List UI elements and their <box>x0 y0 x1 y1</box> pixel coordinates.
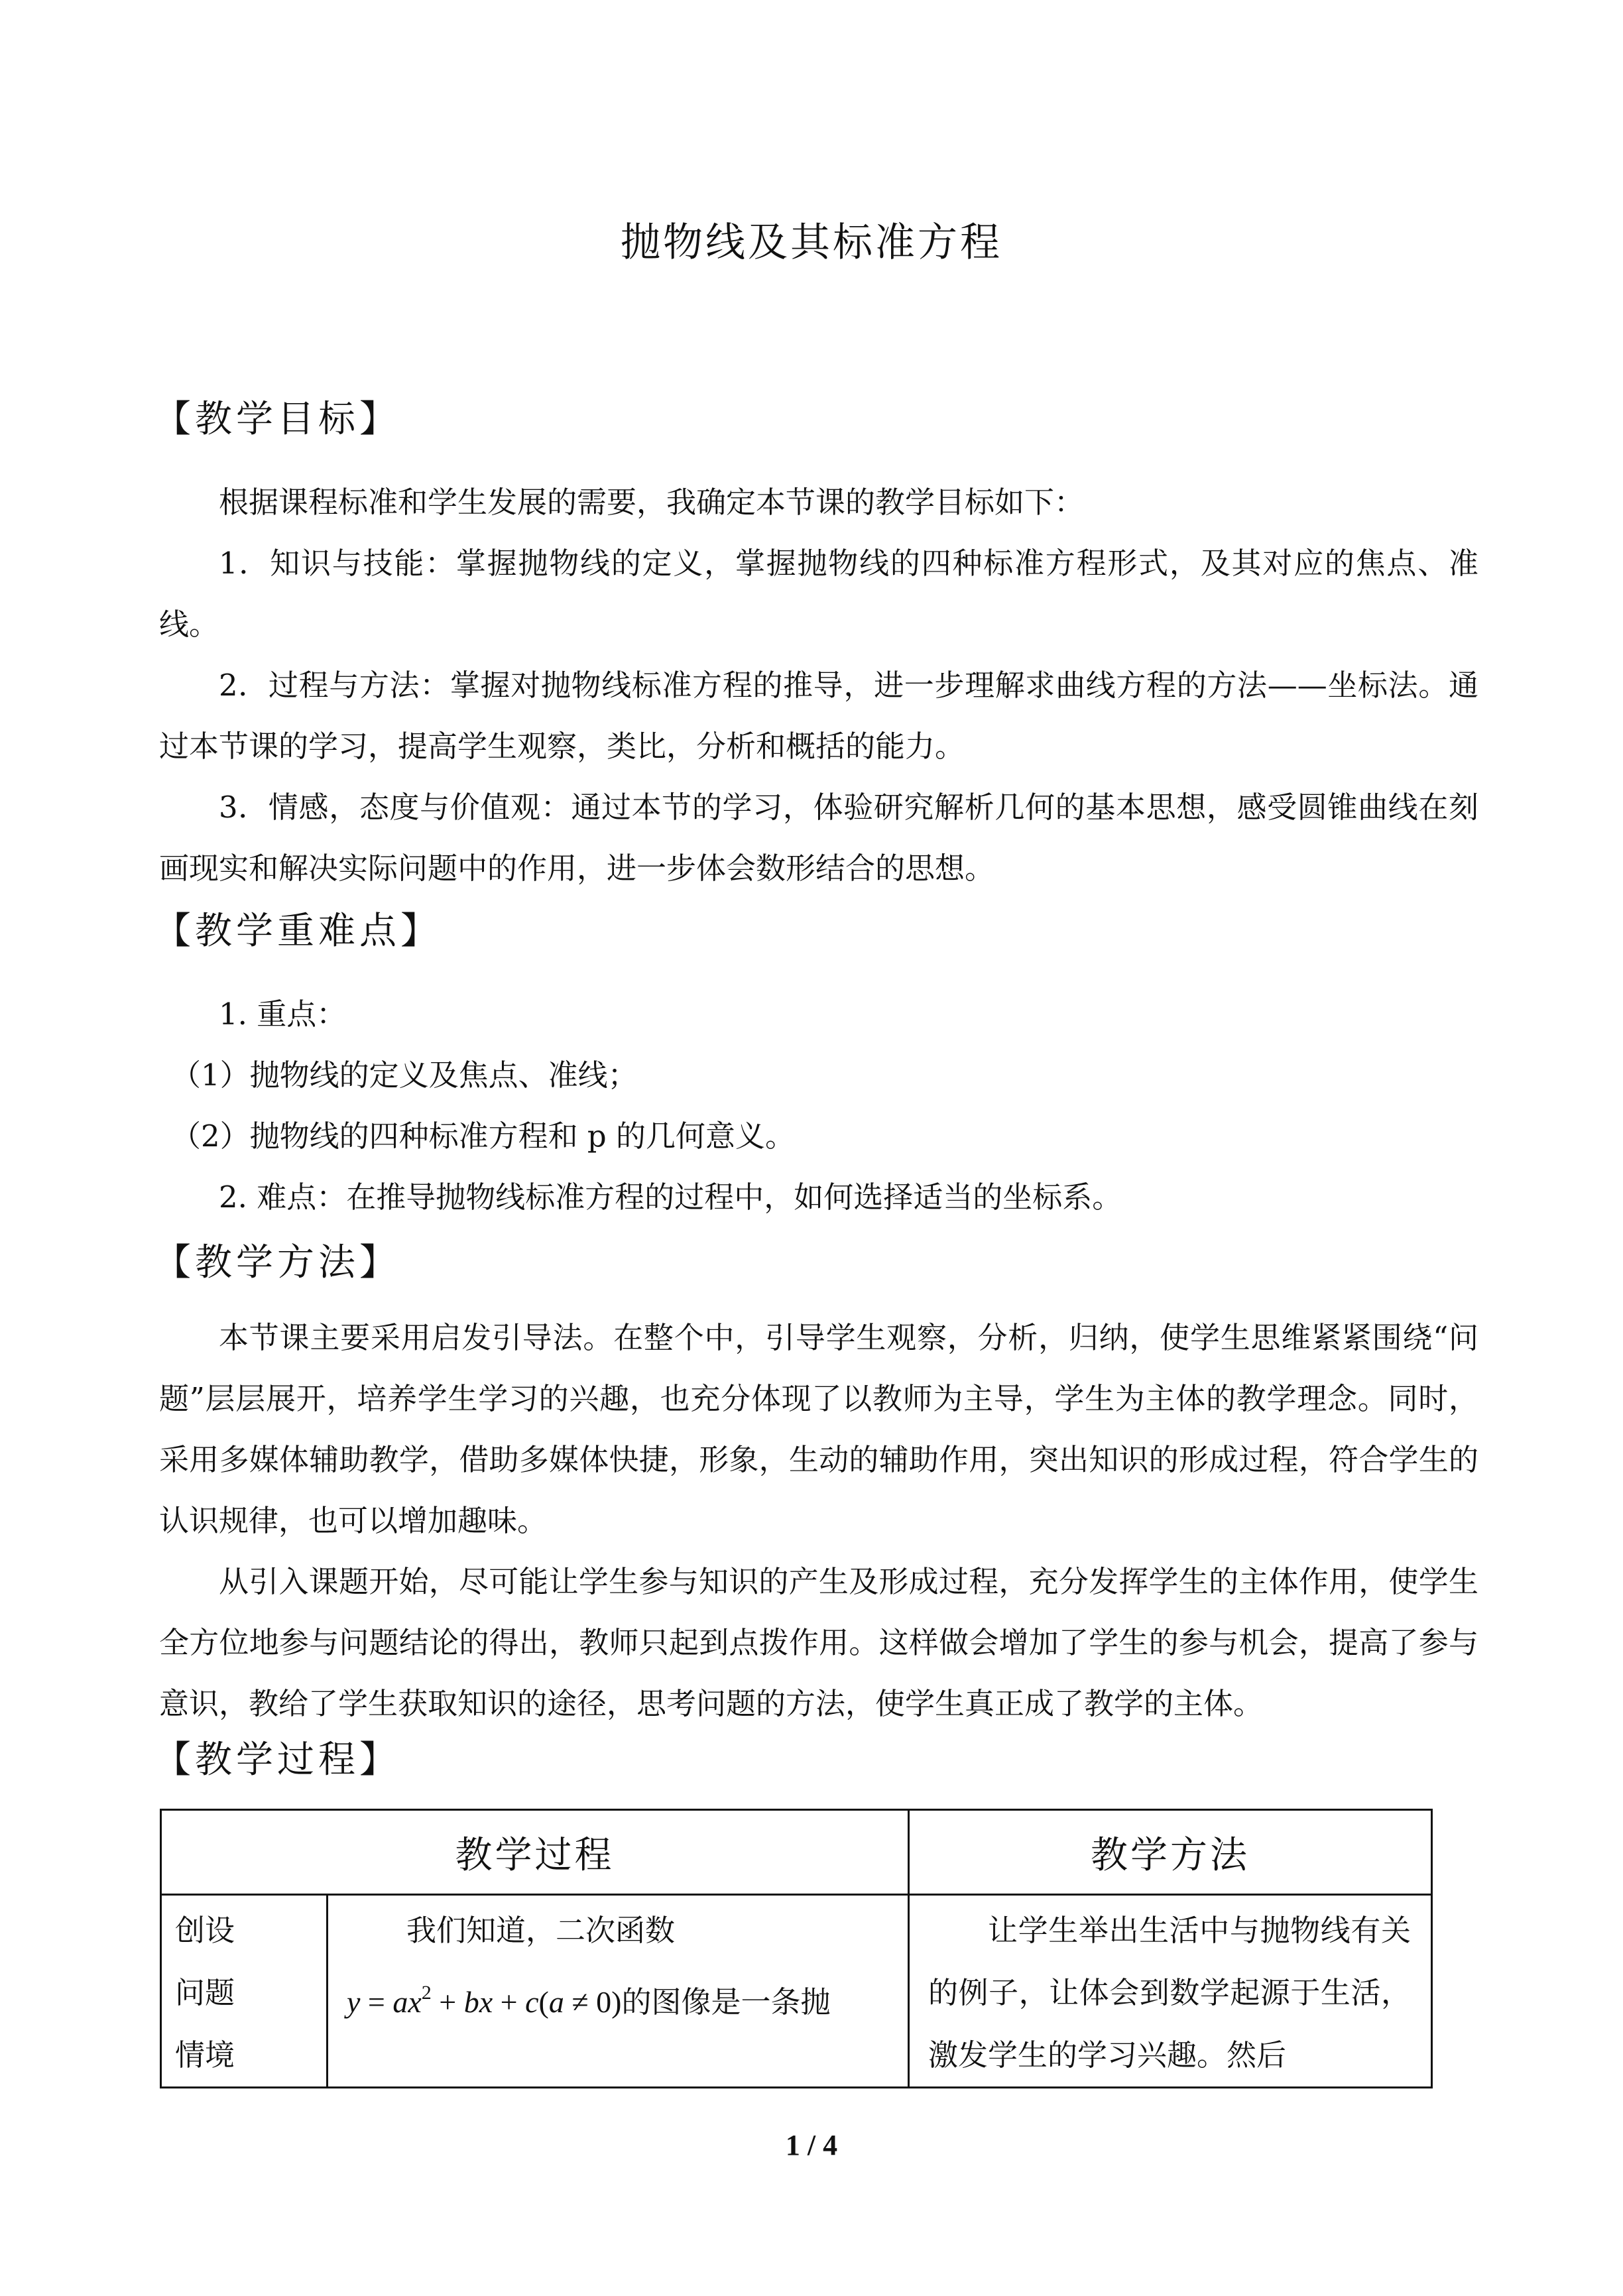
stage-line: 创设 <box>175 1913 235 1948</box>
page-title: 抛物线及其标准方程 <box>621 219 1002 266</box>
key-point-2: （2）抛物线的四种标准方程和 p 的几何意义。 <box>171 1118 796 1154</box>
quadratic-formula: $y = ax^2$ + bx + c(a ≠ 0) <box>347 1982 622 2019</box>
stage-line: 问题 <box>175 1975 235 2010</box>
key-points-label: 1. 重点： <box>219 997 347 1032</box>
objectives-intro: 根据课程标准和学生发展的需要，我确定本节课的教学目标如下： <box>219 485 1085 520</box>
methods-paragraph-2: 从引入课题开始，尽可能让学生参与知识的产生及形成过程，充分发挥学生的主体作用，使学生全方位地参与问题结论的得出，教师只起到点拨作用。这样做会增加了学生的参与机会，提高了参与意识，教给了学生获取知识的途径，思考问题的方法，使学生真正成了教学的主体。 <box>159 1564 1478 1721</box>
objectives-body <box>159 472 1478 899</box>
objective-item-3: 3．情感，态度与价值观：通过本节的学习，体验研究解析几何的基本思想，感受圆锥曲线在刻画现实和解决实际问题中的作用，进一步体会数形结合的思想。 <box>159 790 1478 886</box>
stage-line: 情境 <box>175 2037 235 2073</box>
table-row <box>161 1895 1432 2088</box>
objective-item-2: 2．过程与方法：掌握对抛物线标准方程的推导，进一步理解求曲线方程的方法——坐标法。通过本节课的学习，提高学生观察，类比，分析和概括的能力。 <box>159 668 1478 764</box>
section-heading-objectives: 【教学目标】 <box>154 398 400 441</box>
section-heading-process: 【教学过程】 <box>154 1738 400 1782</box>
page-number: 1 / 4 <box>785 2129 838 2161</box>
methods-body <box>159 1307 1478 1734</box>
table-header-process: 教学过程 <box>161 1810 909 1895</box>
methods-paragraph-1: 本节课主要采用启发引导法。在整个中，引导学生观察，分析，归纳，使学生思维紧紧围绕“问题”层层展开，培养学生学习的兴趣，也充分体现了以教师为主导，学生为主体的教学理念。同时，采用多媒体辅助教学，借助多媒体快捷，形象，生动的辅助作用，突出知识的形成过程，符合学生的认识规律，也可以增加趣味。 <box>159 1320 1478 1538</box>
section-heading-key-points: 【教学重难点】 <box>154 910 442 953</box>
table-header-method: 教学方法 <box>909 1810 1432 1895</box>
key-points-body <box>159 984 1478 1228</box>
difficulty-point: 2. 难点：在推导抛物线标准方程的过程中，如何选择适当的坐标系。 <box>219 1179 1122 1215</box>
section-heading-methods: 【教学方法】 <box>154 1241 400 1284</box>
process-formula-line: $y = ax^2$ + bx + c(a ≠ 0)的图像是一条抛 <box>347 1982 831 2020</box>
table-header-row <box>161 1810 1432 1895</box>
stage-cell <box>161 1895 328 2088</box>
process-cell <box>328 1895 909 2088</box>
method-cell <box>909 1895 1432 2088</box>
teaching-process-table <box>160 1809 1433 2088</box>
objective-item-1: 1．知识与技能：掌握抛物线的定义，掌握抛物线的四种标准方程形式，及其对应的焦点、准线。 <box>159 546 1478 642</box>
process-text-line: 我们知道，二次函数 <box>406 1913 676 1948</box>
key-point-1: （1）抛物线的定义及焦点、准线； <box>171 1057 638 1093</box>
method-text: 让学生举出生活中与抛物线有关的例子，让体会到数学起源于生活，激发学生的学习兴趣。然后 <box>928 1913 1411 2073</box>
